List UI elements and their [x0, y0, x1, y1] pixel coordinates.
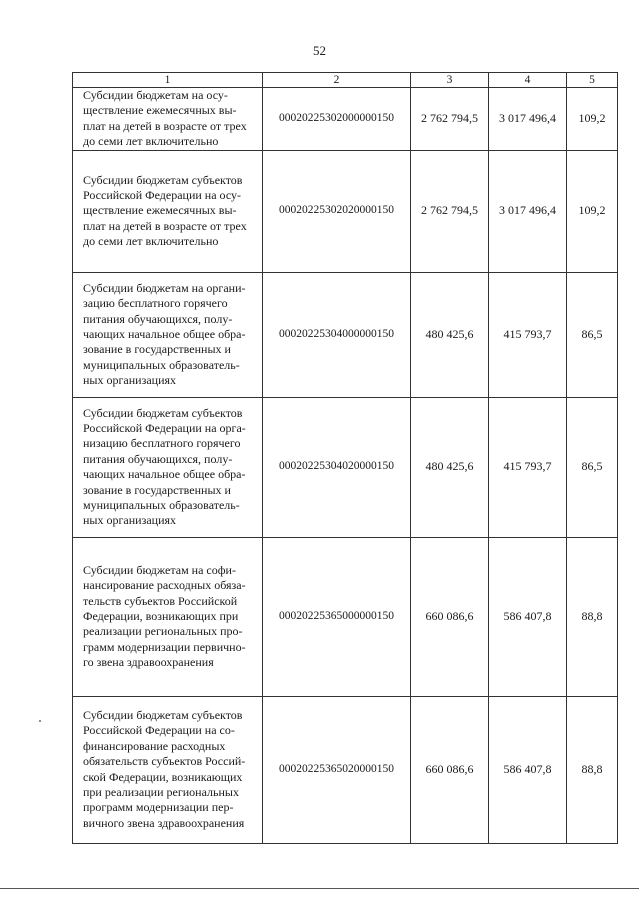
- row-name-line: Российской Федерации на осу-: [83, 188, 242, 203]
- row-name-line: при реализации региональных: [83, 785, 239, 800]
- row-name-line: ных организациях: [83, 513, 177, 528]
- budget-table: [72, 72, 618, 844]
- row-name-line: финансирование расходных: [83, 738, 226, 753]
- row-name-line: Субсидии бюджетам субъектов: [83, 405, 243, 420]
- percent-cell: 109,2: [567, 150, 618, 272]
- row-name-line: Субсидии бюджетам субъектов: [83, 172, 243, 187]
- table-row: [73, 88, 618, 151]
- row-name-cell: [73, 88, 263, 151]
- row-name-line: до семи лет включительно: [83, 234, 219, 249]
- row-name-line: чающих начальное общее обра-: [83, 467, 246, 482]
- row-name-cell: [73, 537, 263, 696]
- value-col3-cell: 480 425,6: [411, 397, 489, 537]
- row-name-cell: [73, 397, 263, 537]
- row-name-line: Субсидии бюджетам на осу-: [83, 88, 228, 102]
- table-row: [73, 696, 618, 843]
- budget-code-cell: 00020225365000000150: [263, 537, 411, 696]
- row-name-cell: [73, 150, 263, 272]
- row-name-line: зование в государственных и: [83, 482, 231, 497]
- row-name-line: питания обучающихся, полу-: [83, 311, 233, 326]
- percent-cell: 88,8: [567, 537, 618, 696]
- value-col3-cell: 480 425,6: [411, 272, 489, 397]
- row-name-line: нансирование расходных обяза-: [83, 578, 246, 593]
- row-name-line: ных организациях: [83, 373, 177, 388]
- row-name-line: ществление ежемесячных вы-: [83, 203, 237, 218]
- percent-cell: 109,2: [567, 88, 618, 151]
- row-name-line: программ модернизации пер-: [83, 800, 234, 815]
- row-name-line: Российской Федерации на орга-: [83, 420, 246, 435]
- column-header: 1: [73, 73, 263, 88]
- row-name-line: грамм модернизации первично-: [83, 639, 246, 654]
- value-col3-cell: 660 086,6: [411, 537, 489, 696]
- page-number: 52: [313, 43, 326, 58]
- scan-speck: [39, 720, 41, 722]
- row-name-line: до семи лет включительно: [83, 134, 219, 149]
- percent-cell: 86,5: [567, 272, 618, 397]
- row-name-line: го звена здравоохранения: [83, 655, 214, 670]
- row-name-line: Федерации, возникающих при: [83, 608, 239, 623]
- column-header: 3: [411, 73, 489, 88]
- row-name-line: обязательств субъектов Россий-: [83, 754, 246, 769]
- row-name-line: Российской Федерации на со-: [83, 723, 235, 738]
- column-header: 4: [489, 73, 567, 88]
- row-name-line: тельств субъектов Российской: [83, 593, 238, 608]
- row-name-line: чающих начальное общее обра-: [83, 326, 246, 341]
- row-name-line: плат на детей в возрасте от трех: [83, 218, 247, 233]
- table-row: [73, 397, 618, 537]
- budget-code-cell: 00020225302020000150: [263, 150, 411, 272]
- column-header: 2: [263, 73, 411, 88]
- row-name-line: вичного звена здравоохранения: [83, 815, 245, 830]
- percent-cell: 86,5: [567, 397, 618, 537]
- column-header: 5: [567, 73, 618, 88]
- row-name-line: реализации региональных про-: [83, 624, 243, 639]
- row-name-line: зование в государственных и: [83, 342, 231, 357]
- value-col4-cell: 3 017 496,4: [489, 88, 567, 151]
- percent-cell: 88,8: [567, 696, 618, 843]
- row-name-line: муниципальных образователь-: [83, 497, 240, 512]
- table-row: [73, 272, 618, 397]
- value-col3-cell: 2 762 794,5: [411, 88, 489, 151]
- value-col4-cell: 415 793,7: [489, 397, 567, 537]
- row-name-cell: [73, 272, 263, 397]
- row-name-line: Субсидии бюджетам на софи-: [83, 562, 236, 577]
- row-name-line: Субсидии бюджетам субъектов: [83, 708, 243, 722]
- row-name-line: зацию бесплатного горячего: [83, 296, 228, 311]
- row-name-line: питания обучающихся, полу-: [83, 451, 233, 466]
- table-row: [73, 150, 618, 272]
- page-bottom-rule: [0, 888, 639, 889]
- row-name-cell: [73, 696, 263, 843]
- value-col4-cell: 586 407,8: [489, 696, 567, 843]
- budget-code-cell: 00020225304020000150: [263, 397, 411, 537]
- row-name-line: низацию бесплатного горячего: [83, 436, 241, 451]
- row-name-line: Субсидии бюджетам на органи-: [83, 280, 246, 295]
- row-name-line: муниципальных образователь-: [83, 357, 240, 372]
- budget-code-cell: 00020225302000000150: [263, 88, 411, 151]
- value-col4-cell: 3 017 496,4: [489, 150, 567, 272]
- value-col4-cell: 415 793,7: [489, 272, 567, 397]
- value-col3-cell: 660 086,6: [411, 696, 489, 843]
- value-col4-cell: 586 407,8: [489, 537, 567, 696]
- row-name-line: ществление ежемесячных вы-: [83, 103, 237, 118]
- budget-code-cell: 00020225365020000150: [263, 696, 411, 843]
- value-col3-cell: 2 762 794,5: [411, 150, 489, 272]
- table-header-row: [73, 73, 618, 88]
- row-name-line: ской Федерации, возникающих: [83, 769, 243, 784]
- table-row: [73, 537, 618, 696]
- budget-code-cell: 00020225304000000150: [263, 272, 411, 397]
- row-name-line: плат на детей в возрасте от трех: [83, 118, 247, 133]
